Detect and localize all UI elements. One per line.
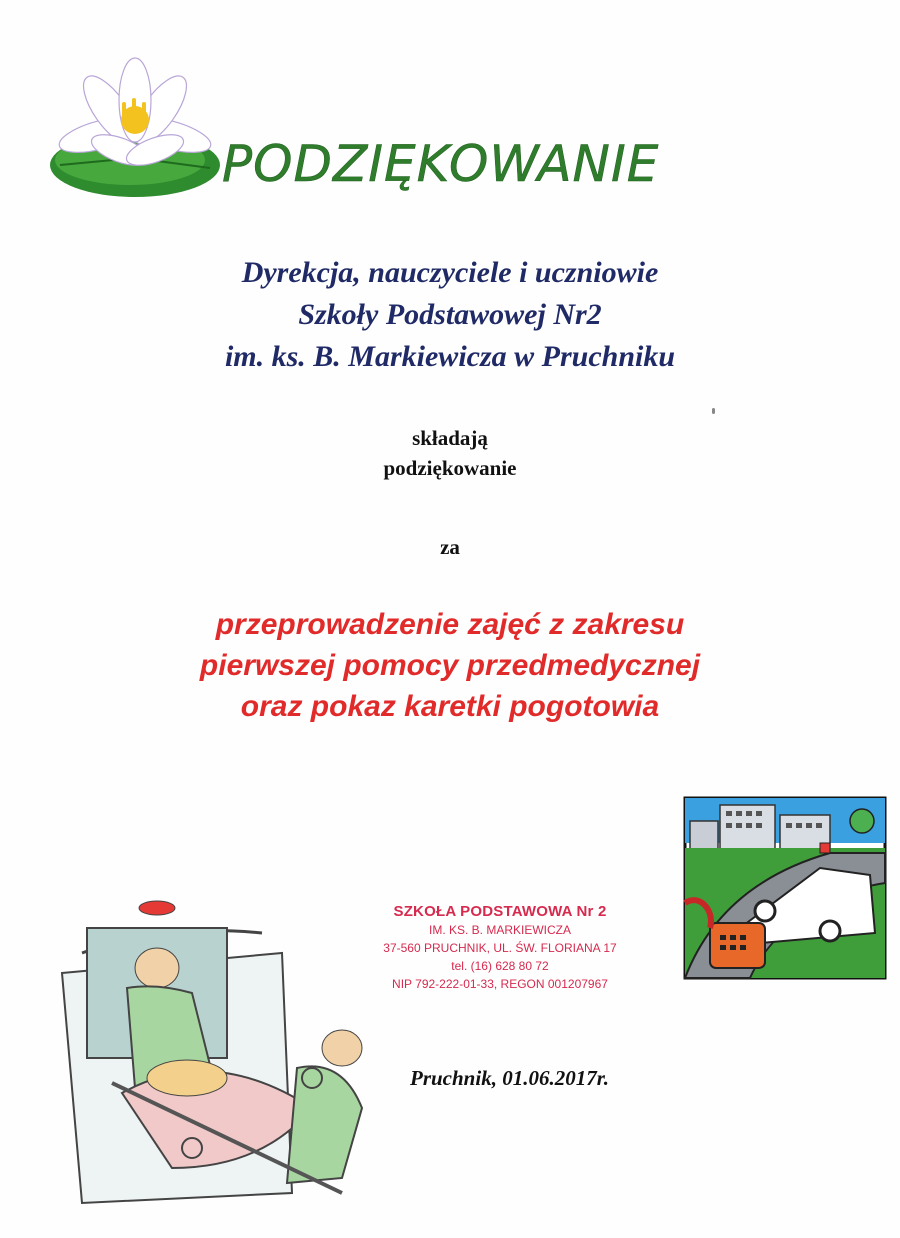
paramedics-stretcher-icon	[42, 893, 372, 1213]
stamp-line: tel. (16) 628 80 72	[451, 959, 549, 973]
verb-line: podziękowanie	[383, 456, 517, 480]
water-lily-icon	[40, 40, 230, 210]
reason-block	[0, 604, 900, 727]
stamp-line: IM. KS. B. MARKIEWICZA	[428, 923, 571, 937]
stamp-line: NIP 792-222-01-33, REGON 001207967	[392, 977, 608, 991]
sender-line: Dyrekcja, nauczyciele i uczniowie	[241, 256, 659, 289]
scan-speck	[712, 408, 715, 414]
reason-line: oraz pokaz karetki pogotowia	[240, 690, 660, 723]
sender-line: Szkoły Podstawowej Nr2	[298, 298, 602, 331]
sender-line: im. ks. B. Markiewicza w Pruchniku	[224, 340, 676, 373]
for-word: za	[440, 535, 460, 559]
stamp-line: 37-560 PRUCHNIK, UL. ŚW. FLORIANA 17	[383, 941, 617, 955]
verb-line: składają	[412, 426, 488, 450]
ambulance-icon	[680, 793, 890, 983]
reason-line: przeprowadzenie zajęć z zakresu	[215, 608, 685, 641]
verb-block	[0, 423, 900, 483]
school-stamp	[380, 903, 620, 993]
stamp-line: SZKOŁA PODSTAWOWA Nr 2	[393, 903, 607, 920]
reason-line: pierwszej pomocy przedmedycznej	[199, 649, 701, 682]
date-place: Pruchnik, 01.06.2017r.	[410, 1066, 609, 1090]
page-title: PODZIĘKOWANIE	[222, 135, 660, 193]
sender-block	[0, 252, 900, 378]
